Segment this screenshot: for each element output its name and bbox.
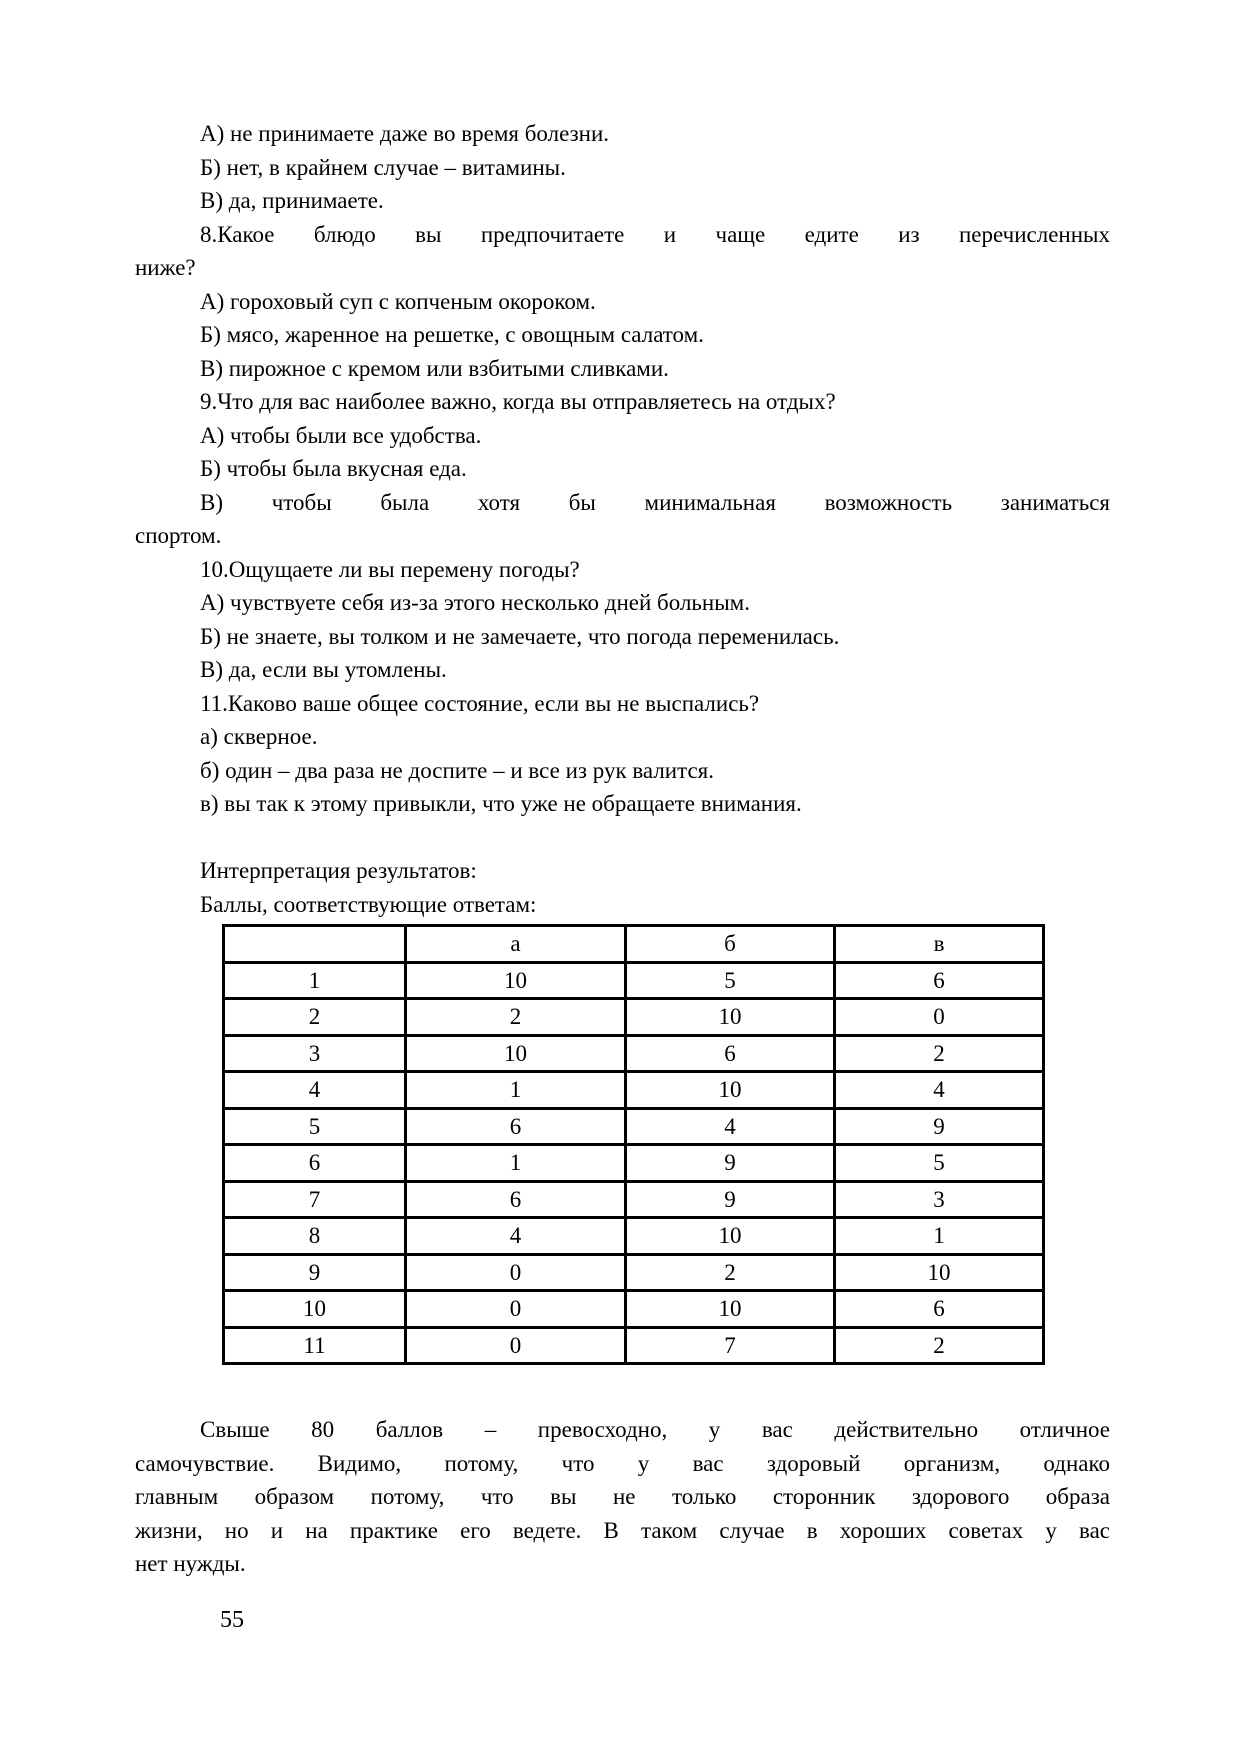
table-cell-v: 3 — [835, 1181, 1044, 1218]
text-line: 10.Ощущаете ли вы перемену погоды? — [200, 556, 580, 582]
text-line: ниже? — [135, 255, 196, 280]
text-line: В) пирожное с кремом или взбитыми сливками. — [200, 355, 669, 381]
text-line: спортом. — [135, 523, 222, 548]
text-line: Б) не знаете, вы толком и не замечаете, что погода переменилась. — [200, 623, 840, 649]
table-cell-v: 1 — [835, 1218, 1044, 1255]
text-line: 11.Каково ваше общее состояние, если вы не выспались? — [200, 690, 760, 716]
text-line: Б) чтобы была вкусная еда. — [200, 456, 467, 481]
table-row — [224, 1327, 1044, 1364]
interpretation-heading: Интерпретация результатов: — [200, 858, 477, 883]
text-line: жизни, но и на практике его ведете. В таком случае в хороших советах у вас — [135, 1517, 1110, 1543]
table-cell-v: 2 — [835, 1327, 1044, 1364]
result-paragraph — [135, 1413, 1110, 1581]
table-cell-a: 0 — [406, 1327, 626, 1364]
table-cell-a: 10 — [406, 962, 626, 999]
table-cell-question: 6 — [224, 1145, 406, 1182]
text-line: а) скверное. — [200, 724, 318, 749]
table-cell-b: 10 — [626, 999, 835, 1036]
table-cell-b: 9 — [626, 1145, 835, 1182]
table-cell-v: 0 — [835, 999, 1044, 1036]
table-row — [224, 999, 1044, 1036]
table-row — [224, 1218, 1044, 1255]
table-cell-v: 6 — [835, 1291, 1044, 1328]
text-line: самочувствие. Видимо, потому, что у вас здоровый организм, однако — [135, 1450, 1110, 1476]
table-row — [224, 1108, 1044, 1145]
text-line: нет нужды. — [135, 1551, 246, 1576]
table-row — [224, 1072, 1044, 1109]
text-line: А) чтобы были все удобства. — [200, 422, 482, 448]
questionnaire-options — [135, 117, 1110, 821]
text-line: А) чувствуете себя из-за этого несколько дней больным. — [200, 590, 750, 615]
table-row — [224, 1035, 1044, 1072]
table-cell-question: 4 — [224, 1072, 406, 1109]
table-cell-question: 11 — [224, 1327, 406, 1364]
text-line: А) гороховый суп с копченым окороком. — [200, 288, 596, 314]
text-line: В) да, принимаете. — [200, 188, 384, 213]
table-cell-v: 2 — [835, 1035, 1044, 1072]
table-row — [224, 1254, 1044, 1291]
text-line: Свыше 80 баллов – превосходно, у вас действительно отличное — [200, 1417, 1110, 1442]
text-line: 8.Какое блюдо вы предпочитаете и чаще едите из перечисленных — [200, 221, 1110, 247]
text-line: Б) мясо, жаренное на решетке, с овощным салатом. — [200, 322, 704, 347]
scores-table — [222, 924, 1045, 1365]
table-cell-b: 10 — [626, 1291, 835, 1328]
table-cell-a: 1 — [406, 1145, 626, 1182]
table-cell-v: 10 — [835, 1254, 1044, 1291]
table-row — [224, 1181, 1044, 1218]
table-row — [224, 1291, 1044, 1328]
table-cell-a: 6 — [406, 1181, 626, 1218]
table-body — [224, 962, 1044, 1364]
page-number: 55 — [220, 1607, 244, 1633]
text-line: Б) нет, в крайнем случае – витамины. — [200, 154, 566, 180]
text-line: б) один – два раза не доспите – и все из рук валится. — [200, 757, 714, 783]
table-cell-question: 10 — [224, 1291, 406, 1328]
table-header-cell: б — [626, 926, 835, 963]
table-cell-b: 2 — [626, 1254, 835, 1291]
table-cell-b: 9 — [626, 1181, 835, 1218]
table-header-row — [224, 926, 1044, 963]
table-row — [224, 962, 1044, 999]
text-line: главным образом потому, что вы не только сторонник здорового образа — [135, 1484, 1110, 1509]
table-cell-v: 4 — [835, 1072, 1044, 1109]
table-cell-question: 3 — [224, 1035, 406, 1072]
text-line: В) да, если вы утомлены. — [200, 657, 447, 682]
table-cell-v: 9 — [835, 1108, 1044, 1145]
table-cell-a: 1 — [406, 1072, 626, 1109]
table-cell-question: 9 — [224, 1254, 406, 1291]
table-cell-a: 10 — [406, 1035, 626, 1072]
table-cell-question: 7 — [224, 1181, 406, 1218]
table-header-cell — [224, 926, 406, 963]
table-header-cell: в — [835, 926, 1044, 963]
table-cell-b: 10 — [626, 1072, 835, 1109]
table-cell-a: 4 — [406, 1218, 626, 1255]
table-cell-b: 7 — [626, 1327, 835, 1364]
table-cell-a: 6 — [406, 1108, 626, 1145]
table-cell-b: 5 — [626, 962, 835, 999]
text-line: А) не принимаете даже во время болезни. — [200, 121, 610, 146]
table-cell-question: 1 — [224, 962, 406, 999]
table-cell-b: 6 — [626, 1035, 835, 1072]
scores-subheading: Баллы, соответствующие ответам: — [200, 891, 537, 917]
table-cell-b: 4 — [626, 1108, 835, 1145]
table-cell-a: 0 — [406, 1291, 626, 1328]
table-row — [224, 1145, 1044, 1182]
table-cell-question: 8 — [224, 1218, 406, 1255]
table-cell-b: 10 — [626, 1218, 835, 1255]
table-header-cell: а — [406, 926, 626, 963]
text-line: в) вы так к этому привыкли, что уже не обращаете внимания. — [200, 791, 802, 816]
text-line: В) чтобы была хотя бы минимальная возможность заниматься — [200, 489, 1110, 515]
table-cell-v: 6 — [835, 962, 1044, 999]
text-line: 9.Что для вас наиболее важно, когда вы отправляетесь на отдых? — [200, 389, 836, 414]
table-cell-a: 2 — [406, 999, 626, 1036]
table-cell-a: 0 — [406, 1254, 626, 1291]
table-cell-question: 5 — [224, 1108, 406, 1145]
table-cell-v: 5 — [835, 1145, 1044, 1182]
table-cell-question: 2 — [224, 999, 406, 1036]
